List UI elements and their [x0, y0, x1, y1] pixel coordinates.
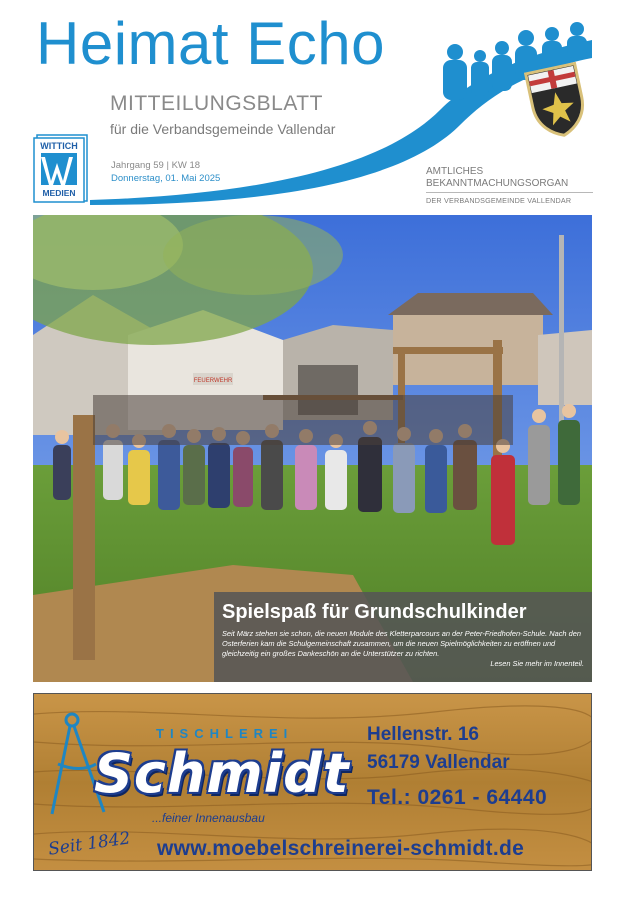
- cover-story-teaser: Seit März stehen sie schon, die neuen Module des Kletterparcours an der Peter-Friedhofen-Schule. Nach den Osterferien kam die Schulgemeinschaft zusammen, um die neuen Spielmöglichkeiten zu eröffnen und gleichzeitig ein großes Dankeschön an die Unterstützer zu richten.: [222, 629, 581, 658]
- cover-story-caption: [214, 592, 592, 682]
- official-organ-line-2: BEKANNTMACHUNGSORGAN: [426, 178, 569, 189]
- ad-city: 56179 Vallendar: [367, 752, 510, 773]
- divider: [426, 192, 593, 193]
- crowd-of-children: [33, 395, 592, 545]
- ad-phone[interactable]: Tel.: 0261 - 64440: [367, 786, 548, 809]
- coat-of-arms-icon: [524, 62, 590, 140]
- publisher-top-text: WITTICH: [40, 141, 78, 151]
- ad-company-name: Schmidt: [94, 742, 350, 805]
- issue-date: Donnerstag, 01. Mai 2025: [111, 173, 221, 184]
- masthead-subtitle-2: für die Verbandsgemeinde Vallendar: [110, 121, 336, 137]
- firehouse-sign-text: FEUERWEHR: [193, 378, 233, 384]
- cover-story-more-link: Lesen Sie mehr im Innenteil.: [490, 659, 584, 668]
- ad-since: Seit 1842: [47, 828, 132, 860]
- official-organ-line-1: AMTLICHES: [426, 166, 484, 177]
- ad-street: Hellenstr. 16: [367, 724, 479, 745]
- ad-tischlerei-label: TISCHLEREI: [156, 726, 294, 741]
- ad-website-link[interactable]: www.moebelschreinerei-schmidt.de: [157, 837, 525, 860]
- masthead-title: Heimat Echo: [36, 10, 385, 77]
- wittich-medien-logo-icon: [33, 133, 89, 203]
- ad-tagline: ...feiner Innenausbau: [152, 811, 265, 825]
- cover-story-headline: Spielspaß für Grundschulkinder: [222, 601, 527, 623]
- masthead: [0, 0, 625, 212]
- masthead-subtitle: MITTEILUNGSBLATT: [110, 92, 323, 115]
- issue-number: Jahrgang 59 | KW 18: [111, 160, 201, 171]
- official-organ-line-3: DER VERBANDSGEMEINDE VALLENDAR: [426, 196, 572, 205]
- advertisement-schmidt: [33, 693, 592, 871]
- official-organ-label: [426, 166, 606, 190]
- publisher-bottom-text: MEDIEN: [42, 188, 76, 198]
